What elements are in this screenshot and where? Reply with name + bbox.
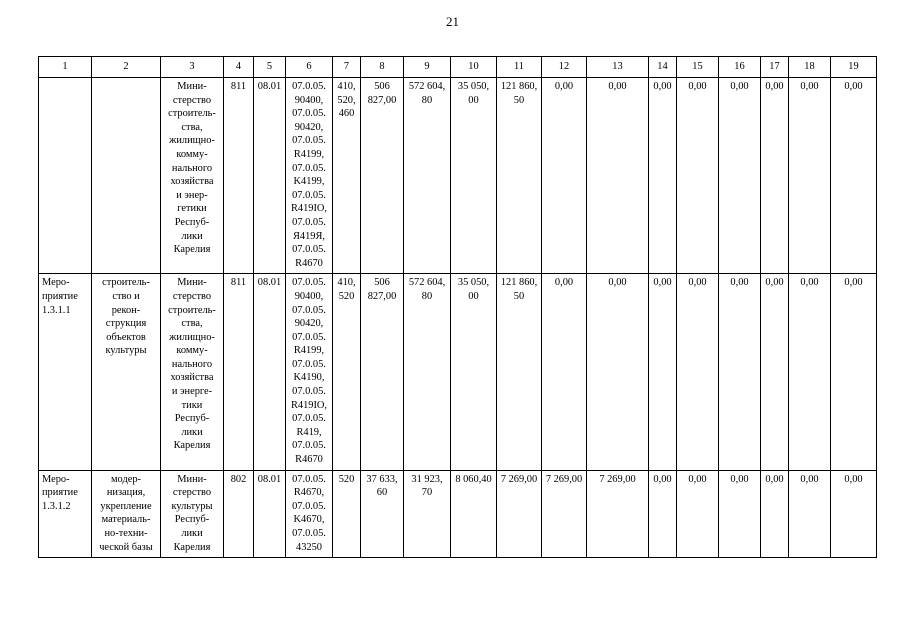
table-cell: Меро- приятие 1.3.1.2 — [39, 470, 92, 558]
column-header: 10 — [451, 57, 497, 78]
table-cell: 802 — [224, 470, 254, 558]
table-cell: 0,00 — [542, 78, 587, 274]
table-cell: 0,00 — [789, 78, 831, 274]
table-cell: 08.01 — [254, 274, 286, 470]
table-cell: 35 050, 00 — [451, 78, 497, 274]
table-row — [39, 78, 877, 274]
table-cell: Мини- стерство строитель- ства, жилищно- комму- нального хозяйства и энерге- тики Респуб- лики Карелия — [161, 274, 224, 470]
table-cell — [39, 78, 92, 274]
table-body — [39, 57, 877, 558]
table-cell: Мини- стерство строитель- ства, жилищно- комму- нального хозяйства и энер- гетики Респуб- лики Карелия — [161, 78, 224, 274]
table-cell: 08.01 — [254, 470, 286, 558]
column-header: 11 — [497, 57, 542, 78]
column-header: 19 — [831, 57, 877, 78]
table-cell: Меро- приятие 1.3.1.1 — [39, 274, 92, 470]
table-cell: 07.0.05. 90400, 07.0.05. 90420, 07.0.05. R4199, 07.0.05. K4199, 07.0.05. R419IO, 07.0.05. Я419Я, 07.0.05. R4670 — [286, 78, 333, 274]
column-header: 7 — [333, 57, 361, 78]
table-cell: 811 — [224, 274, 254, 470]
table-cell: 0,00 — [677, 470, 719, 558]
table-cell: 0,00 — [761, 470, 789, 558]
table-cell: строитель- ство и рекон- струкция объектов культуры — [92, 274, 161, 470]
header-row — [39, 57, 877, 78]
table-cell: 7 269,00 — [497, 470, 542, 558]
table-cell: 572 604, 80 — [404, 274, 451, 470]
table-cell: 0,00 — [587, 274, 649, 470]
column-header: 12 — [542, 57, 587, 78]
column-header: 14 — [649, 57, 677, 78]
table-cell: Мини- стерство культуры Респуб- лики Карелия — [161, 470, 224, 558]
table-cell: 07.0.05. 90400, 07.0.05. 90420, 07.0.05. R4199, 07.0.05. K4190, 07.0.05. R419IO, 07.0.05. R419, 07.0.05. R4670 — [286, 274, 333, 470]
table-cell: 506 827,00 — [361, 78, 404, 274]
table-cell: 506 827,00 — [361, 274, 404, 470]
column-header: 16 — [719, 57, 761, 78]
table-cell: 0,00 — [719, 274, 761, 470]
column-header: 4 — [224, 57, 254, 78]
table-cell: 31 923, 70 — [404, 470, 451, 558]
table-cell: 0,00 — [649, 78, 677, 274]
table-cell: 0,00 — [761, 274, 789, 470]
table-cell: 0,00 — [649, 470, 677, 558]
table-cell: 0,00 — [831, 470, 877, 558]
table-cell: 0,00 — [719, 78, 761, 274]
page-number: 21 — [446, 14, 459, 29]
table-cell: модер- низация, укрепление материаль- но-техни- ческой базы — [92, 470, 161, 558]
table-row — [39, 274, 877, 470]
table-cell: 7 269,00 — [542, 470, 587, 558]
table-cell: 0,00 — [761, 78, 789, 274]
table-cell: 410, 520, 460 — [333, 78, 361, 274]
table-row — [39, 470, 877, 558]
table-cell: 0,00 — [831, 78, 877, 274]
table-cell: 8 060,40 — [451, 470, 497, 558]
table-cell: 520 — [333, 470, 361, 558]
column-header: 2 — [92, 57, 161, 78]
column-header: 1 — [39, 57, 92, 78]
budget-table — [38, 56, 877, 558]
column-header: 3 — [161, 57, 224, 78]
table-cell: 410, 520 — [333, 274, 361, 470]
table-cell: 37 633, 60 — [361, 470, 404, 558]
table-cell: 0,00 — [677, 78, 719, 274]
table-cell: 0,00 — [677, 274, 719, 470]
table-cell: 121 860, 50 — [497, 274, 542, 470]
table-cell: 0,00 — [831, 274, 877, 470]
table-cell: 08.01 — [254, 78, 286, 274]
column-header: 15 — [677, 57, 719, 78]
table-cell: 811 — [224, 78, 254, 274]
column-header: 9 — [404, 57, 451, 78]
table-cell: 0,00 — [789, 274, 831, 470]
column-header: 18 — [789, 57, 831, 78]
table-cell: 0,00 — [587, 78, 649, 274]
table-cell: 121 860, 50 — [497, 78, 542, 274]
table-cell: 0,00 — [542, 274, 587, 470]
table-cell: 0,00 — [789, 470, 831, 558]
table-cell: 0,00 — [719, 470, 761, 558]
table-cell: 0,00 — [649, 274, 677, 470]
column-header: 8 — [361, 57, 404, 78]
table-cell: 7 269,00 — [587, 470, 649, 558]
table-cell: 07.0.05. R4670, 07.0.05. K4670, 07.0.05. 43250 — [286, 470, 333, 558]
table-cell — [92, 78, 161, 274]
column-header: 13 — [587, 57, 649, 78]
column-header: 17 — [761, 57, 789, 78]
table-cell: 35 050, 00 — [451, 274, 497, 470]
column-header: 6 — [286, 57, 333, 78]
column-header: 5 — [254, 57, 286, 78]
table-cell: 572 604, 80 — [404, 78, 451, 274]
